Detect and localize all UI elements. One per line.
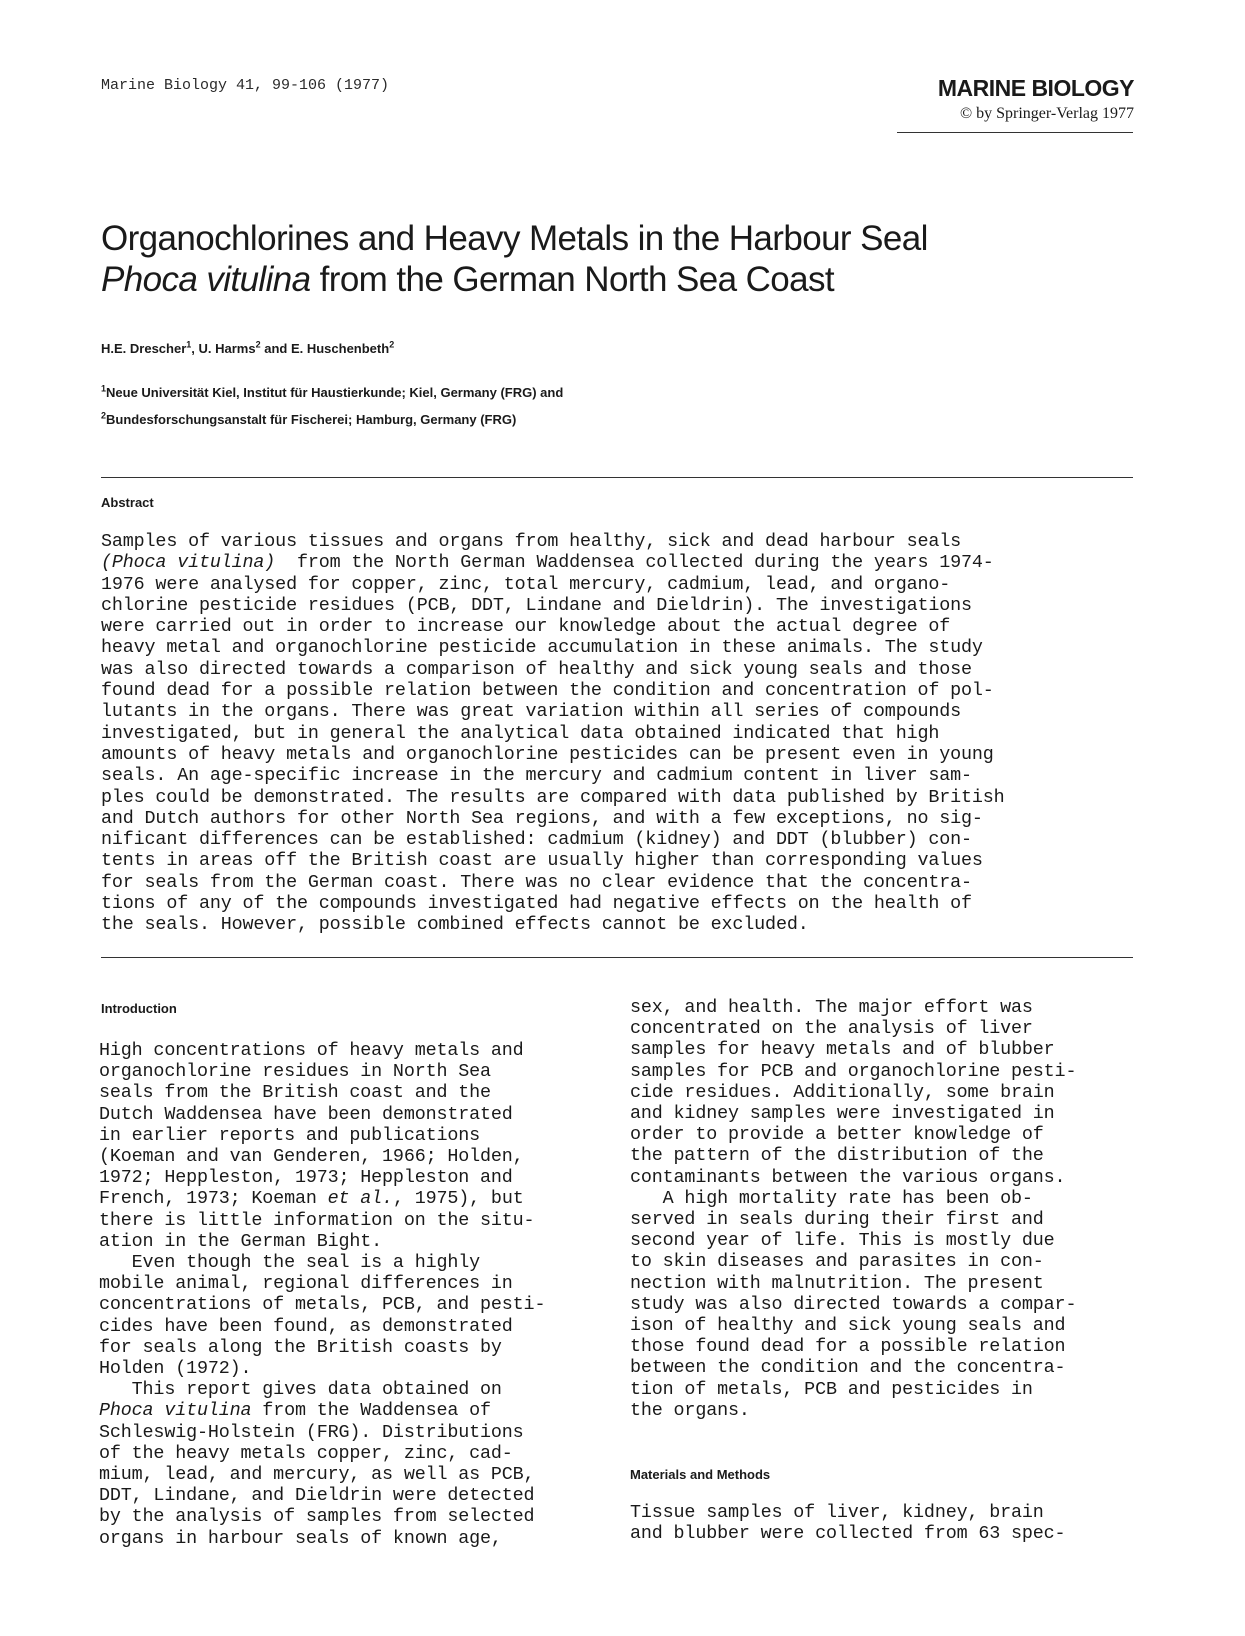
methods-text: Tissue samples of liver, kidney, brain and blubber were collected from 63 spec- bbox=[630, 1502, 1066, 1545]
intro-left-part-c: from the Waddensea of Schleswig-Holstein (FRG). Distributions of the heavy metals copper, zinc, cad- mium, lead, and mercury, as well as PCB, DDT, Lindane, and Dieldrin were detected by the analysis of samples from selected organs in harbour seals of known age, bbox=[99, 1400, 535, 1549]
abstract-species-italic: (Phoca vitulina) bbox=[101, 552, 276, 574]
abstract-line-2-rest: from the North German Waddensea collected during the years 1974- bbox=[275, 552, 994, 574]
abstract-line-1: Samples of various tissues and organs from healthy, sick and dead harbour seals bbox=[101, 531, 962, 552]
citation-line: Marine Biology 41, 99-106 (1977) bbox=[101, 77, 390, 94]
introduction-left-column bbox=[99, 1040, 609, 1549]
author-1: H.E. Drescher bbox=[101, 341, 187, 356]
abstract-heading: Abstract bbox=[101, 495, 154, 510]
affiliation-2-text: Bundesforschungsanstalt für Fischerei; Hamburg, Germany (FRG) bbox=[106, 412, 517, 427]
intro-et-al-italic: et al. bbox=[327, 1188, 393, 1210]
author-3: and E. Huschenbeth bbox=[260, 341, 390, 356]
journal-block bbox=[897, 74, 1134, 124]
abstract-body bbox=[101, 531, 1141, 936]
affiliation-1-text: Neue Universität Kiel, Institut für Haustierkunde; Kiel, Germany (FRG) and bbox=[106, 385, 564, 400]
title-line-2-rest: from the German North Sea Coast bbox=[310, 260, 835, 299]
affiliation-1-mark: 1 bbox=[101, 383, 107, 394]
author-list bbox=[101, 341, 394, 356]
affiliation-1 bbox=[101, 385, 563, 400]
abstract-remaining-text: 1976 were analysed for copper, zinc, total mercury, cadmium, lead, and organo- chlorine pesticide residues (PCB, DDT, Lindane and Dieldrin). The investigations were carried out in order to increase our knowledge about the actual degree of heavy metal and organochlorine pesticide accumulation in these animals. The study was also directed towards a comparison of healthy and sick young seals and those found dead for a possible relation between the condition and concentration of pol- lutants in the organs. There was great variation within all series of compounds investigated, but in general the analytical data obtained indicated that high amounts of heavy metals and organochlorine pesticides can be present even in young seals. An age-specific increase in the mercury and cadmium content in liver sam- ples could be demonstrated. The results are compared with data published by British and Dutch authors for other North Sea regions, and with a few exceptions, no sig- nificant differences can be established: cadmium (kidney) and DDT (blubber) con- tents in areas off the British coast are usually higher than corresponding values for seals from the German coast. There was no clear evidence that the concentra- tions of any of the compounds investigated had negative effects on the health of the seals. However, possible combined effects cannot be excluded. bbox=[101, 573, 1005, 936]
methods-heading: Materials and Methods bbox=[630, 1467, 771, 1482]
author-3-affiliation-mark: 2 bbox=[389, 339, 395, 350]
copyright-notice: © by Springer-Verlag 1977 bbox=[959, 105, 1134, 122]
intro-left-part-a: High concentrations of heavy metals and organochlorine residues in North Sea seals from the British coast and the Dutch Waddensea have been demonstrated in earlier reports and publications (Koeman and van Genderen, 1966; Holden, 1972; Heppleston, 1973; Heppleston and French, 1973; Koeman bbox=[99, 1040, 524, 1210]
journal-rule bbox=[897, 132, 1133, 133]
author-2-affiliation-mark: 2 bbox=[255, 339, 261, 350]
title-species-italic: Phoca vitulina bbox=[101, 260, 311, 299]
intro-left-part-b: , 1975), but there is little information on the situ- ation in the German Bight. Even though the seal is a highly mobile animal, regional differences in concentrations of metals, PCB, and pesti- cides have been found, as demonstrated for seals along the British coasts by Holden (1972). This report gives data obtained on bbox=[99, 1188, 546, 1401]
affiliation-2-mark: 2 bbox=[101, 410, 107, 421]
introduction-right-column: sex, and health. The major effort was concentrated on the analysis of liver samples for heavy metals and of blubber samples for PCB and organochlorine pesti- cide residues. Additionally, some brain and kidney samples were investigated in order to provide a better knowledge of the pattern of the distribution of the contaminants between the various organs. A high mortality rate has been ob- served in seals during their first and second year of life. This is mostly due to skin diseases and parasites in con- nection with malnutrition. The present study was also directed towards a compar- ison of healthy and sick young seals and those found dead for a possible relation between the condition and the concentra- tion of metals, PCB and pesticides in the organs. bbox=[630, 997, 1077, 1421]
title-line-1: Organochlorines and Heavy Metals in the Harbour Seal bbox=[101, 219, 928, 258]
author-1-affiliation-mark: 1 bbox=[186, 339, 192, 350]
abstract-bottom-rule bbox=[101, 957, 1133, 958]
introduction-heading: Introduction bbox=[101, 1001, 177, 1016]
paper-title bbox=[101, 218, 1141, 300]
journal-name: MARINE BIOLOGY bbox=[937, 75, 1134, 101]
affiliation-2 bbox=[101, 412, 516, 427]
author-2: , U. Harms bbox=[191, 341, 256, 356]
abstract-top-rule bbox=[101, 477, 1133, 478]
intro-species-italic: Phoca vitulina bbox=[99, 1400, 252, 1422]
title-line-2 bbox=[101, 259, 1141, 300]
